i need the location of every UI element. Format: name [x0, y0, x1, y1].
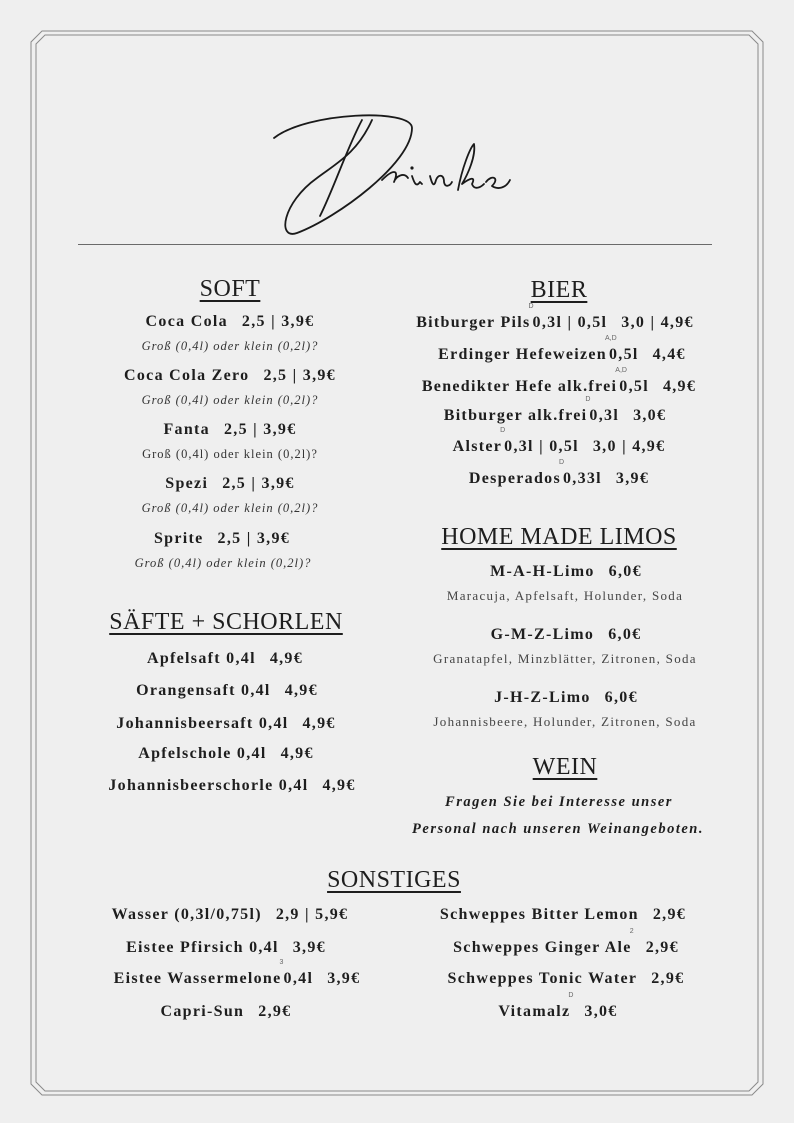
item-size-note: Groß (0,4l) oder klein (0,2l)?	[142, 447, 318, 461]
item-size: 0,5l	[619, 378, 649, 395]
item-name: Bitburger alk.frei	[443, 407, 588, 424]
menu-item	[116, 715, 335, 733]
menu-item	[163, 421, 296, 439]
item-price: 2,5 | 3,9€	[217, 530, 291, 547]
item-name: Wasser (0,3l/0,75l)	[111, 906, 262, 923]
item-name: Apfelsaft 0,4l	[146, 650, 256, 667]
wein-text-line-2: Personal nach unseren Weinangeboten.	[412, 821, 704, 837]
allergen-mark: D	[568, 992, 574, 999]
menu-item	[161, 1003, 292, 1021]
item-price: 3,0 | 4,9€	[592, 438, 666, 455]
item-price: 2,9€	[652, 906, 687, 923]
item-name: Vitamalz	[498, 1003, 571, 1020]
item-size: 0,3l | 0,5l	[504, 438, 579, 455]
allergen-mark: D	[558, 459, 565, 466]
menu-item	[138, 745, 314, 763]
allergen-mark: 3	[279, 959, 284, 966]
section-heading-soft: SOFT	[199, 276, 261, 302]
allergen-mark: 2	[629, 928, 634, 935]
item-size: 0,33l	[562, 470, 602, 487]
item-price: 4,9€	[284, 682, 318, 699]
item-name: Spezi	[165, 475, 209, 492]
item-price: 3,9€	[292, 939, 326, 956]
item-name: Eistee Pfirsich 0,4l	[126, 939, 279, 956]
menu-item	[491, 626, 642, 644]
item-name: Apfelschole 0,4l	[138, 745, 267, 762]
wein-text-line-1: Fragen Sie bei Interesse unser	[445, 794, 673, 810]
item-name: Schweppes Tonic Water	[447, 970, 638, 987]
divider-line	[78, 244, 712, 245]
allergen-mark: D	[585, 396, 591, 403]
menu-item	[421, 367, 697, 396]
menu-item	[443, 396, 667, 425]
item-price: 4,9€	[662, 378, 697, 395]
menu-item	[147, 650, 303, 668]
menu-item	[494, 689, 638, 707]
menu-item	[448, 970, 685, 988]
item-price: 4,9€	[322, 777, 356, 794]
item-name: J-H-Z-Limo	[494, 689, 591, 706]
item-name: Benedikter Hefe alk.frei	[421, 378, 618, 395]
item-price: 6,0€	[604, 689, 638, 706]
limo-ingredients: Johannisbeere, Holunder, Zitronen, Soda	[433, 714, 697, 729]
menu-item	[468, 459, 650, 488]
item-price: 3,0 | 4,9€	[621, 314, 694, 331]
item-name: Schweppes Bitter Lemon	[439, 906, 639, 923]
menu-item	[113, 959, 361, 988]
menu-item	[126, 939, 326, 957]
item-size-note: Groß (0,4l) oder klein (0,2l)?	[141, 501, 319, 515]
item-name: Bitburger Pils	[416, 314, 531, 331]
item-name: Coca Cola	[145, 313, 228, 330]
allergen-mark: A,D	[604, 335, 617, 342]
menu-item	[112, 906, 349, 924]
item-name: Orangensaft 0,4l	[136, 682, 271, 699]
item-size: 0,3l	[589, 407, 620, 424]
item-size: 0,4l	[283, 970, 314, 987]
item-name: Sprite	[153, 530, 204, 547]
item-price: 4,9€	[302, 715, 336, 732]
item-name: Fanta	[163, 421, 210, 438]
allergen-mark: D	[500, 427, 506, 434]
item-price: 4,9€	[280, 745, 314, 762]
item-price: 2,9 | 5,9€	[275, 906, 349, 923]
menu-item	[453, 928, 679, 957]
menu-item	[438, 335, 686, 364]
menu-item	[416, 303, 694, 332]
item-price: 2,9€	[645, 939, 679, 956]
item-name: Johannisbeersaft 0,4l	[116, 715, 289, 732]
limo-ingredients: Maracuja, Apfelsaft, Holunder, Soda	[446, 588, 684, 603]
item-name: Johannisbeerschorle 0,4l	[108, 777, 309, 794]
item-price: 3,0€	[584, 1003, 618, 1020]
item-price: 2,5 | 3,9€	[263, 367, 336, 384]
menu-item	[108, 777, 355, 795]
menu-item	[165, 475, 294, 493]
item-size-note: Groß (0,4l) oder klein (0,2l)?	[141, 339, 319, 353]
item-name: M-A-H-Limo	[490, 563, 595, 580]
item-name: Coca Cola Zero	[124, 367, 250, 384]
item-price: 6,0€	[608, 563, 642, 580]
item-price: 2,5 | 3,9€	[241, 313, 315, 330]
menu-item	[146, 313, 315, 331]
item-size: 0,5l	[608, 346, 639, 363]
item-price: 3,9€	[327, 970, 361, 987]
menu-item	[124, 367, 336, 385]
item-price: 3,0€	[633, 407, 667, 424]
item-name: Alster	[452, 438, 503, 455]
item-price: 4,9€	[269, 650, 304, 667]
item-size-note: Groß (0,4l) oder klein (0,2l)?	[134, 556, 312, 570]
item-price: 2,9€	[258, 1003, 292, 1020]
item-name: G-M-Z-Limo	[490, 626, 595, 643]
menu-item	[440, 906, 686, 924]
item-name: Capri-Sun	[160, 1003, 245, 1020]
menu-item	[136, 682, 318, 700]
item-price: 3,9€	[615, 470, 650, 487]
section-heading-limos: HOME MADE LIMOS	[441, 524, 677, 550]
item-price: 2,5 | 3,9€	[223, 421, 297, 438]
item-size: 0,3l | 0,5l	[532, 314, 608, 331]
menu-item	[498, 992, 618, 1021]
limo-ingredients: Granatapfel, Minzblätter, Zitronen, Soda	[433, 651, 697, 666]
item-price: 6,0€	[608, 626, 642, 643]
section-heading-wein: WEIN	[532, 754, 598, 780]
item-name: Desperados	[468, 470, 561, 487]
section-heading-saefte: SÄFTE + SCHORLEN	[109, 609, 343, 635]
menu-item	[154, 530, 290, 548]
item-name: Eistee Wassermelone	[113, 970, 282, 987]
item-size-note: Groß (0,4l) oder klein (0,2l)?	[141, 393, 319, 407]
allergen-mark: D	[528, 303, 534, 310]
item-price: 2,5 | 3,9€	[222, 475, 295, 492]
menu-item	[452, 427, 666, 456]
section-heading-bier: BIER	[530, 277, 588, 303]
allergen-mark: A,D	[615, 367, 627, 374]
item-price: 4,4€	[652, 346, 686, 363]
section-heading-sonstiges: SONSTIGES	[327, 867, 461, 893]
drinks-title	[262, 108, 532, 243]
item-price: 2,9€	[651, 970, 685, 987]
item-name: Schweppes Ginger Ale	[453, 939, 632, 956]
item-name: Erdinger Hefeweizen	[438, 346, 607, 363]
menu-item	[490, 563, 642, 581]
